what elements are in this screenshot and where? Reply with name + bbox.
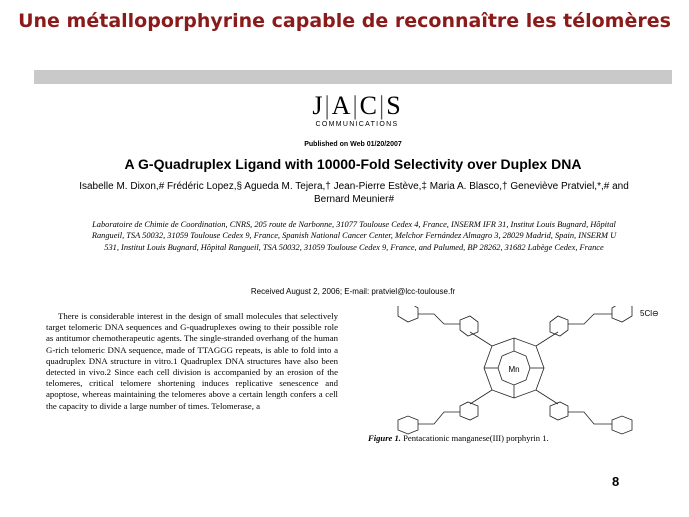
paper-excerpt	[34, 84, 672, 464]
figure-caption	[368, 433, 668, 443]
phenyl-ring	[550, 316, 568, 336]
affiliations: Laboratoire de Chimie de Coordination, CNRS, 205 route de Narbonne, 31077 Toulouse Cedex 4, France, INSERM IFR 31, Institut Louis Bugnard, Hôpital Rangueil, TSA 50032, 31059 Toulouse Cedex 9, France, Spanish National Cancer Center, Melchor Fernández Almagro 3, 28029 Madrid, Spain, INSERM U 531, Institut Louis Bugnard, Hôpital Rangueil, TSA 50032, 31059 Toulouse Cedex 9, France, and Palumed, BP 28262, 31682 Labège Cedex, France	[91, 220, 617, 252]
paper-title: A G-Quadruplex Ligand with 10000-Fold Selectivity over Duplex DNA	[124, 156, 582, 172]
porphyrin-structure-figure	[364, 306, 664, 446]
page-number: 8	[612, 474, 620, 489]
journal-subtitle: COMMUNICATIONS	[315, 121, 399, 128]
figure-caption-text: Pentacationic manganese(III) porphyrin 1.	[403, 433, 549, 443]
metal-center-label: Mn	[508, 365, 520, 374]
pyridinium-ring	[398, 416, 418, 434]
published-date: Published on Web 01/20/2007	[304, 141, 402, 148]
phenyl-ring	[460, 316, 478, 336]
pyridinium-ring	[612, 416, 632, 434]
pyridinium-ring	[398, 306, 418, 322]
arm-bottom-left	[470, 390, 492, 404]
author-list: Isabelle M. Dixon,# Frédéric Lopez,§ Agueda M. Tejera,† Jean-Pierre Estève,‡ Maria A. Blasco,† Geneviève Pratviel,*,# and Bernard Meunier#	[79, 181, 629, 205]
phenyl-ring	[550, 402, 568, 420]
journal-header	[302, 92, 412, 128]
arm-bottom-right	[536, 390, 558, 404]
jacs-logo: J|A|C|S	[312, 91, 402, 120]
body-text	[46, 311, 338, 464]
header-bar	[34, 70, 672, 84]
received-line: Received August 2, 2006; E-mail: pratviel@lcc-toulouse.fr	[250, 287, 456, 296]
pyridinium-ring	[612, 306, 632, 322]
slide-title: Une métalloporphyrine capable de reconnaître les télomères	[18, 10, 671, 32]
figure-label: Figure 1.	[368, 433, 401, 443]
body-paragraph: There is considerable interest in the design of small molecules that selectively target telomeric DNA sequences and G-quadruplexes owing to their possible role as antitumor chemotherapeutic agents. The single-stranded overhang of the human G-rich telomeric DNA sequence, made of TTAGGG repeats, is able to fold into a quadruplex DNA structure in vitro.1 Quadruplex DNA structures have also been detected in vivo.2 Since each cell division is accompanied by an erosion of the telomeres, critical telomere shortening induces replicative senescence and apoptose, whereas maintaining the telomeres above a certain length confers a cell the capacity to divide a large number of times. Telomerase, a	[46, 311, 338, 411]
counterion-label: 5Cl⊖	[640, 309, 659, 318]
phenyl-ring	[460, 402, 478, 420]
